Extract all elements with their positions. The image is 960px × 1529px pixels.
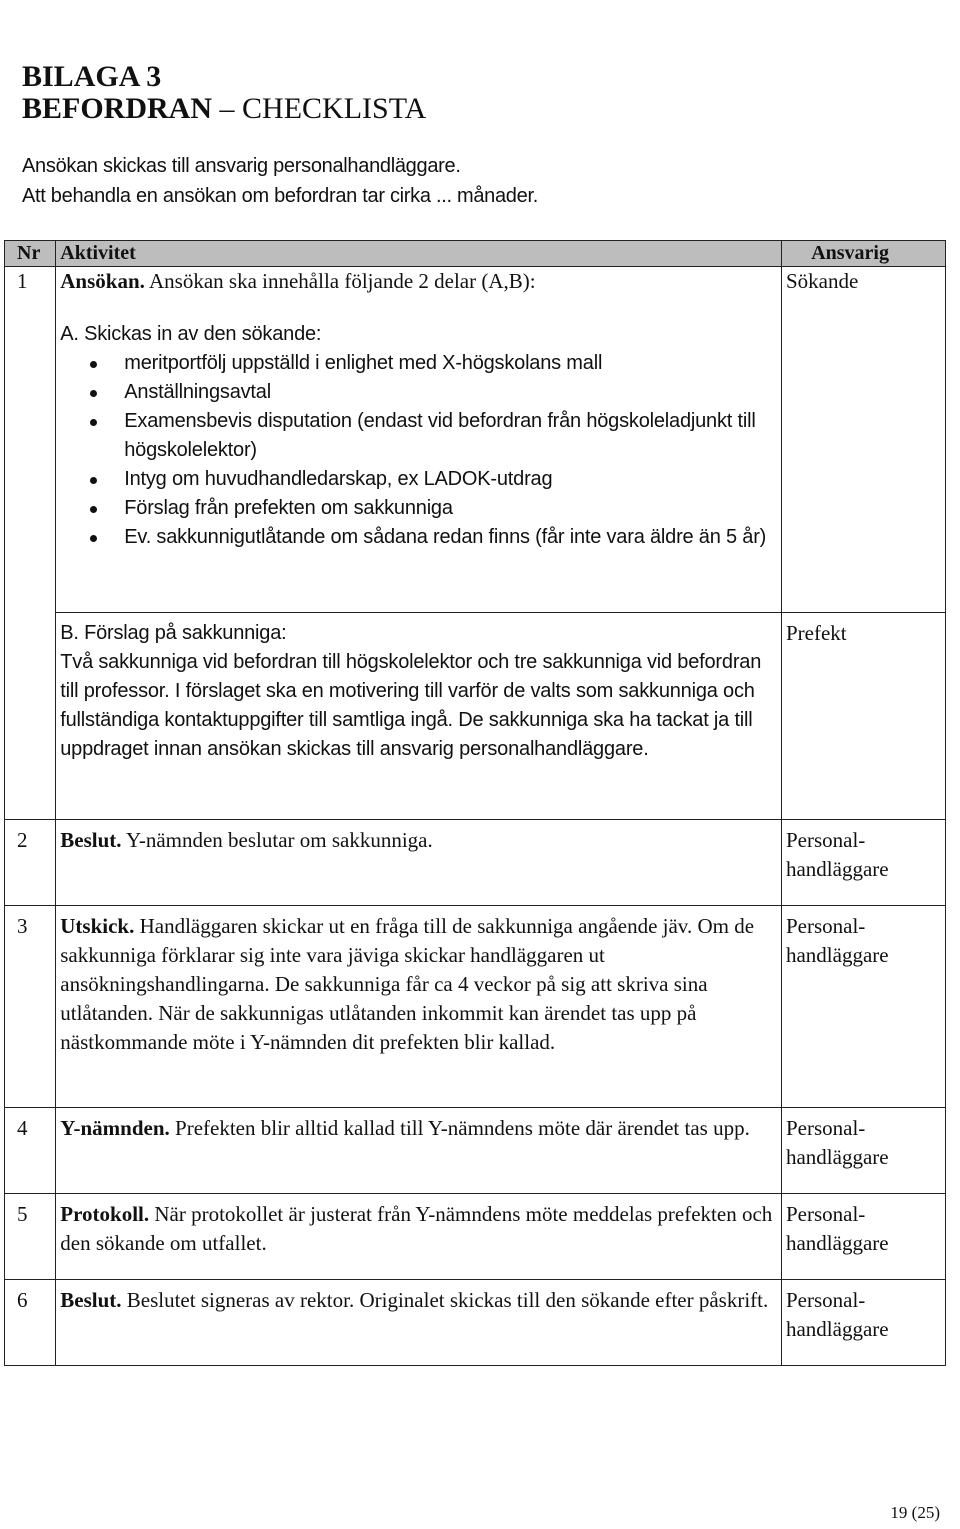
activity-title: Beslut. (60, 828, 122, 852)
table-row (5, 1108, 946, 1194)
activity-text: Y-nämnden beslutar om sakkunniga. (121, 828, 433, 852)
activity-cell-b (56, 613, 782, 820)
subtitle-bold: BEFORDRAN (22, 92, 213, 125)
table-header-row (5, 241, 946, 267)
row-number: 1 (5, 267, 56, 820)
responsible-text: Sökande (785, 269, 859, 293)
document-title: BILAGA 3 (22, 60, 162, 93)
responsible-text: handläggare (785, 943, 889, 967)
activity-text: Ansökan ska innehålla följande 2 delar (A,B): (144, 269, 536, 293)
intro-line-2: Att behandla en ansökan om befordran tar cirka ... månader. (22, 185, 538, 207)
list-item: Intyg om huvudhandledarskap, ex LADOK-utdrag (124, 465, 777, 494)
list-item: Examensbevis disputation (endast vid befordran från högskoleladjunkt till högskolelektor) (124, 407, 777, 465)
document-subtitle (22, 92, 426, 126)
row-number: 3 (5, 906, 56, 1108)
responsible-text: Prefekt (785, 621, 847, 645)
responsible-cell (781, 1194, 945, 1280)
activity-text: Prefekten blir alltid kallad till Y-nämndens möte där ärendet tas upp. (169, 1116, 750, 1140)
activity-cell (56, 820, 782, 906)
subtitle-rest: – CHECKLISTA (212, 92, 427, 125)
activity-cell (56, 906, 782, 1108)
checklist-table (4, 240, 946, 1366)
row-number: 2 (5, 820, 56, 906)
table-row (5, 820, 946, 906)
list-item: Förslag från prefekten om sakkunniga (124, 494, 777, 523)
table-row (5, 1194, 946, 1280)
activity-cell (56, 267, 782, 613)
list-item: Ev. sakkunnigutlåtande om sådana redan finns (får inte vara äldre än 5 år) (124, 523, 777, 552)
header-nr: Nr (5, 241, 56, 267)
responsible-text: handläggare (785, 1145, 889, 1169)
responsible-text: Personal- (785, 914, 866, 938)
responsible-text: Personal- (785, 828, 866, 852)
responsible-cell (781, 1108, 945, 1194)
responsible-text: handläggare (785, 857, 889, 881)
table-row (5, 906, 946, 1108)
responsible-text: Personal- (785, 1288, 866, 1312)
row-number: 6 (5, 1280, 56, 1366)
table-row (5, 1280, 946, 1366)
activity-cell (56, 1108, 782, 1194)
responsible-text: handläggare (785, 1231, 889, 1255)
table-row-continued (5, 613, 946, 820)
list-item: Anställningsavtal (124, 378, 777, 407)
row-number: 5 (5, 1194, 56, 1280)
list-item: meritportfölj uppställd i enlighet med X-högskolans mall (124, 349, 777, 378)
responsible-text: Personal- (785, 1116, 866, 1140)
activity-title: Utskick. (60, 914, 135, 938)
activity-title: Beslut. (60, 1288, 122, 1312)
responsible-cell (781, 906, 945, 1108)
intro-line-1: Ansökan skickas till ansvarig personalhandläggare. (22, 155, 461, 177)
responsible-cell (781, 820, 945, 906)
activity-text: När protokollet är justerat från Y-nämndens möte meddelas prefekten och den sökande om utfallet. (60, 1202, 773, 1255)
header-activity: Aktivitet (56, 241, 782, 267)
page-number: 19 (25) (890, 1503, 940, 1522)
table-row (5, 267, 946, 613)
part-b-text: Två sakkunniga vid befordran till högskolelektor och tre sakkunniga vid befordran till professor. I förslaget ska en motivering till varför de valts som sakkunniga och fullständiga kontaktuppgifter till samtliga ingå. De sakkunniga ska ha tackat ja till uppdraget innan ansökan skickas till ansvarig personalhandläggare. (60, 651, 762, 760)
activity-title: Ansökan. (60, 269, 145, 293)
responsible-cell-b (781, 613, 945, 820)
activity-text: Handläggaren skickar ut en fråga till de sakkunniga angående jäv. Om de sakkunniga förklarar sig inte vara jäviga skickar handläggaren ut ansökningshandlingarna. De sakkunniga får ca 4 veckor på sig att skriva sina utlåtanden. När de sakkunnigas utlåtanden inkommit kan ärendet tas upp på nästkommande möte i Y-nämnden dit prefekten blir kallad. (60, 914, 755, 1054)
activity-title: Protokoll. (60, 1202, 150, 1226)
row-number: 4 (5, 1108, 56, 1194)
activity-cell (56, 1280, 782, 1366)
responsible-cell (781, 1280, 945, 1366)
responsible-cell (781, 267, 945, 613)
part-a-title: A. Skickas in av den sökande: (60, 323, 322, 345)
part-b-title: B. Förslag på sakkunniga: (60, 622, 287, 644)
header-responsible: Ansvarig (781, 241, 945, 267)
activity-cell (56, 1194, 782, 1280)
activity-text: Beslutet signeras av rektor. Originalet skickas till den sökande efter påskrift. (121, 1288, 769, 1312)
responsible-text: Personal- (785, 1202, 866, 1226)
responsible-text: handläggare (785, 1317, 889, 1341)
part-a-list (60, 349, 777, 552)
activity-title: Y-nämnden. (60, 1116, 170, 1140)
